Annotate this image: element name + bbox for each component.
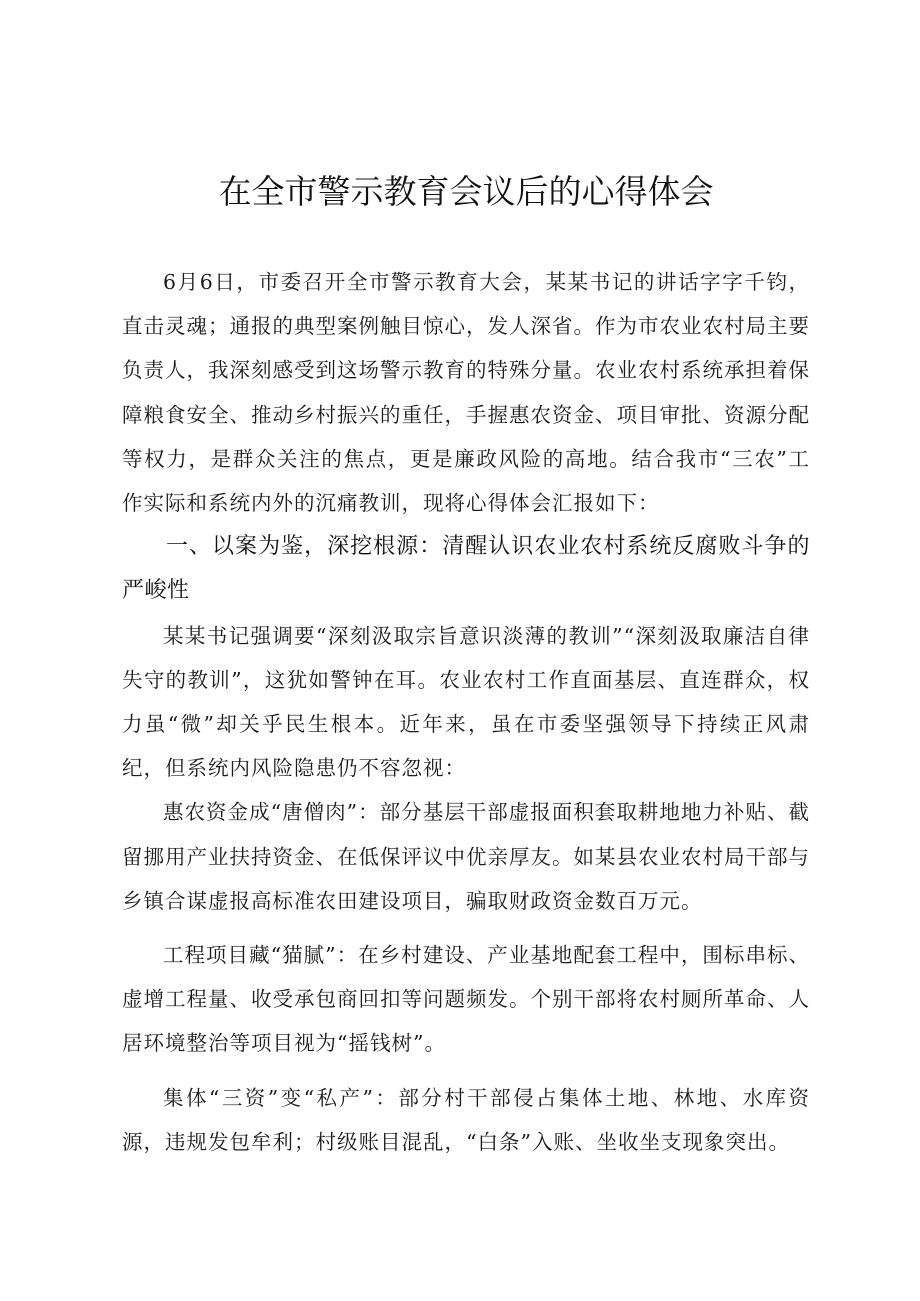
section-1-paragraph-4: 集体“三资”变“私产”：部分村干部侵占集体土地、林地、水库资源，违规发包牟利；村级账目混乱，“白条”入账、坐收坐支现象突出。 xyxy=(122,1085,810,1154)
section-heading-1: 一、以案为鉴，深挖根源：清醒认识农业农村系统反腐败斗争的严峻性 xyxy=(122,534,810,604)
section-1-paragraph-1: 某某书记强调要“深刻汲取宗旨意识淡薄的教训”“深刻汲取廉洁自律失守的教训”，这犹如警钟在耳。农业农村工作直面基层、直连群众，权力虽“微”却关乎民生根本。近年来，虽在市委坚强领导下持续正风肃纪，但系统内风险隐患仍不容忽视： xyxy=(122,623,810,781)
intro-paragraph: 6月6日，市委召开全市警示教育大会，某某书记的讲话字字千钧，直击灵魂；通报的典型案例触目惊心，发人深省。作为市农业农村局主要负责人，我深刻感受到这场警示教育的特殊分量。农业农村系统承担着保障粮食安全、推动乡村振兴的重任，手握惠农资金、项目审批、资源分配等权力，是群众关注的焦点，更是廉政风险的高地。结合我市“三农”工作实际和系统内外的沉痛教训，现将心得体会汇报如下： xyxy=(122,270,810,516)
section-1-paragraph-3: 工程项目藏“猫腻”：在乡村建设、产业基地配套工程中，围标串标、虚增工程量、收受承包商回扣等问题频发。个别干部将农村厕所革命、人居环境整治等项目视为“摇钱树”。 xyxy=(122,943,810,1056)
document-title: 在全市警示教育会议后的心得体会 xyxy=(218,172,714,211)
section-1-paragraph-2: 惠农资金成“唐僧肉”：部分基层干部虚报面积套取耕地地力补贴、截留挪用产业扶持资金、在低保评议中优亲厚友。如某县农业农村局干部与乡镇合谋虚报高标准农田建设项目，骗取财政资金数百万元。 xyxy=(122,800,810,913)
